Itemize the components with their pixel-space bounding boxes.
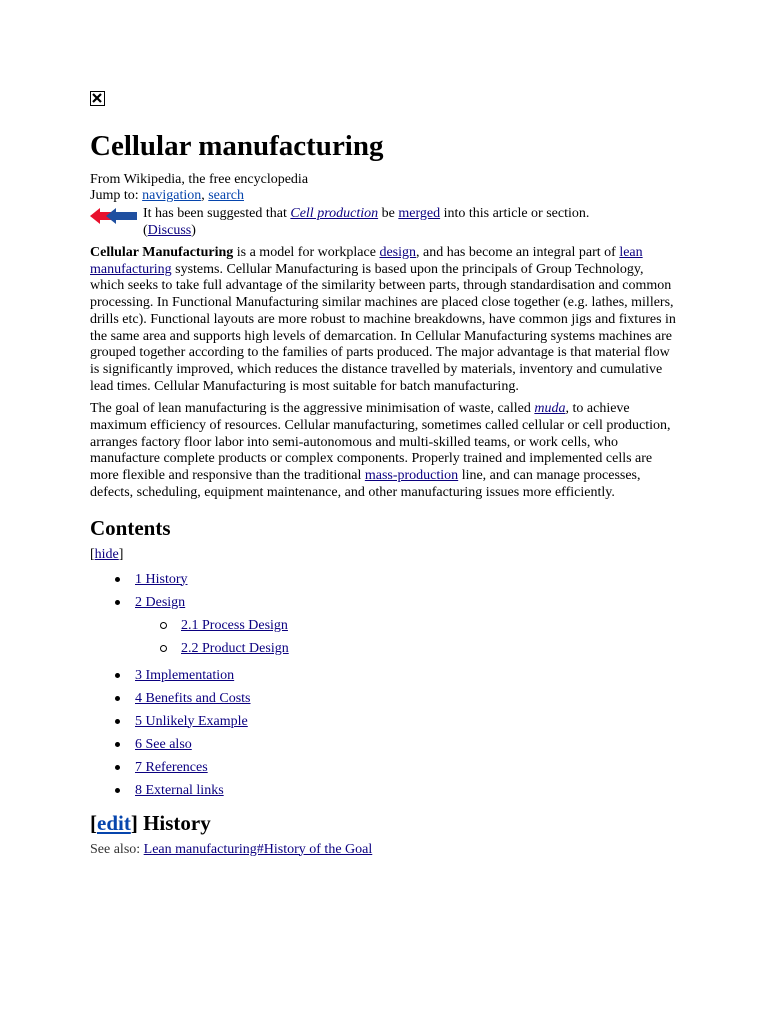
merge-notice-be: be [381, 206, 395, 221]
merge-notice-suffix: into this article or section. [443, 206, 590, 221]
muda-link[interactable]: muda [534, 401, 566, 417]
tagline: From Wikipedia, the free encyclopedia [90, 172, 309, 187]
discuss-open-paren: ( [143, 223, 148, 238]
edit-close-bracket: ] [130, 810, 138, 835]
intro-p2-text-1: The goal of lean manufacturing is the aggressive minimisation of waste, called [90, 401, 535, 417]
jump-to-label: Jump to: [90, 188, 139, 203]
toc-link-benefits-costs[interactable]: 4 Benefits and Costs [135, 690, 251, 706]
toc-link-external-links[interactable]: 8 External links [135, 782, 224, 798]
lean-manufacturing-link[interactable]: lean manufacturing [90, 245, 643, 277]
toc-link-unlikely-example[interactable]: 5 Unlikely Example [135, 713, 248, 729]
history-heading-text: History [143, 810, 211, 835]
toc-heading: Contents [90, 515, 171, 540]
intro-paragraph-1 [90, 245, 680, 395]
see-also-lean-history-link[interactable]: Lean manufacturing#History of the Goal [143, 841, 373, 857]
toc-link-implementation[interactable]: 3 Implementation [135, 667, 235, 683]
toc-item [90, 664, 680, 687]
intro-p2-text-3: line, and can manage processes, defects, scheduling, equipment maintenance, and other manufacturing issues more efficiently. [90, 468, 641, 500]
merge-notice-prefix: It has been suggested that [143, 206, 287, 221]
toc-subitem [135, 614, 680, 637]
toc-toggle-open: [ [90, 546, 95, 562]
toc-list [90, 568, 680, 802]
toc-subitem [135, 637, 680, 660]
toc-link-process-design[interactable]: 2.1 Process Design [181, 617, 288, 633]
intro-paragraph-2 [90, 401, 680, 501]
history-see-also [90, 842, 680, 858]
jump-to [90, 188, 680, 204]
merge-notice [90, 205, 680, 239]
jump-navigation-link[interactable]: navigation [142, 188, 202, 203]
toc-link-product-design[interactable]: 2.2 Product Design [181, 640, 289, 656]
history-heading [90, 811, 680, 835]
toc-toggle [90, 547, 680, 563]
merged-link[interactable]: merged [398, 206, 441, 221]
toc-item [90, 710, 680, 733]
toc-link-design[interactable]: 2 Design [135, 594, 186, 610]
toc-item [90, 687, 680, 710]
toc-item [90, 779, 680, 802]
edit-open-bracket: [ [90, 810, 97, 835]
intro-p1-text-1: is a model for workplace [233, 245, 380, 260]
page-title: Cellular manufacturing [90, 130, 384, 162]
mass-production-link[interactable]: mass-production [364, 468, 459, 484]
history-edit-link[interactable]: edit [97, 810, 131, 835]
jump-separator: , [201, 188, 205, 203]
intro-p1-text-2: , and has become an integral part of [416, 245, 620, 260]
intro-p2-text-2: , to achieve maximum efficiency of resources. Cellular manufacturing, sometimes called cellular or cell production, arranges factory floor labor into semi-autonomous and multi-skilled teams, or work cells, who manufacture complete products or complex components. Properly trained and implemented cells are more flexible and responsive than the traditional [90, 401, 671, 484]
discuss-close-paren: ) [191, 223, 196, 238]
jump-search-link[interactable]: search [208, 188, 244, 203]
toc-link-history[interactable]: 1 History [135, 571, 188, 587]
cell-production-link[interactable]: Cell production [290, 206, 379, 221]
broken-image-icon [90, 91, 105, 106]
toc-sublist [135, 614, 680, 660]
toc-hide-link[interactable]: hide [94, 546, 119, 562]
design-link[interactable]: design [379, 245, 416, 260]
toc-item [90, 756, 680, 779]
intro-p1-text-3: systems. Cellular Manufacturing is based upon the principals of Group Technology, which seeks to take full advantage of the similarity between parts, through standardisation and common processing. In Functional Manufacturing similar machines are placed close together (e.g. lathes, millers, drills etc). Functional layouts are more robust to machine breakdowns, have common jigs and fixtures in the same area and supports high levels of demarcation. In Cellular Manufacturing systems machines are grouped together according to the families of parts produced. The major advantage is that material flow is significantly improved, which reduces the distance travelled by materials, inventory and cumulative lead times. Cellular Manufacturing is most suitable for batch manufacturing. [90, 261, 676, 394]
intro-bold-term: Cellular Manufacturing [90, 245, 234, 260]
article [90, 88, 680, 858]
toc-toggle-close: ] [118, 546, 124, 562]
toc-link-see-also[interactable]: 6 See also [135, 736, 192, 752]
toc-item [90, 733, 680, 756]
toc-item [90, 591, 680, 664]
toc-item [90, 568, 680, 591]
see-also-label: See also: [90, 841, 141, 857]
merge-arrow-icon [90, 207, 138, 225]
toc-link-references[interactable]: 7 References [135, 759, 208, 775]
discuss-link[interactable]: Discuss [147, 223, 192, 238]
